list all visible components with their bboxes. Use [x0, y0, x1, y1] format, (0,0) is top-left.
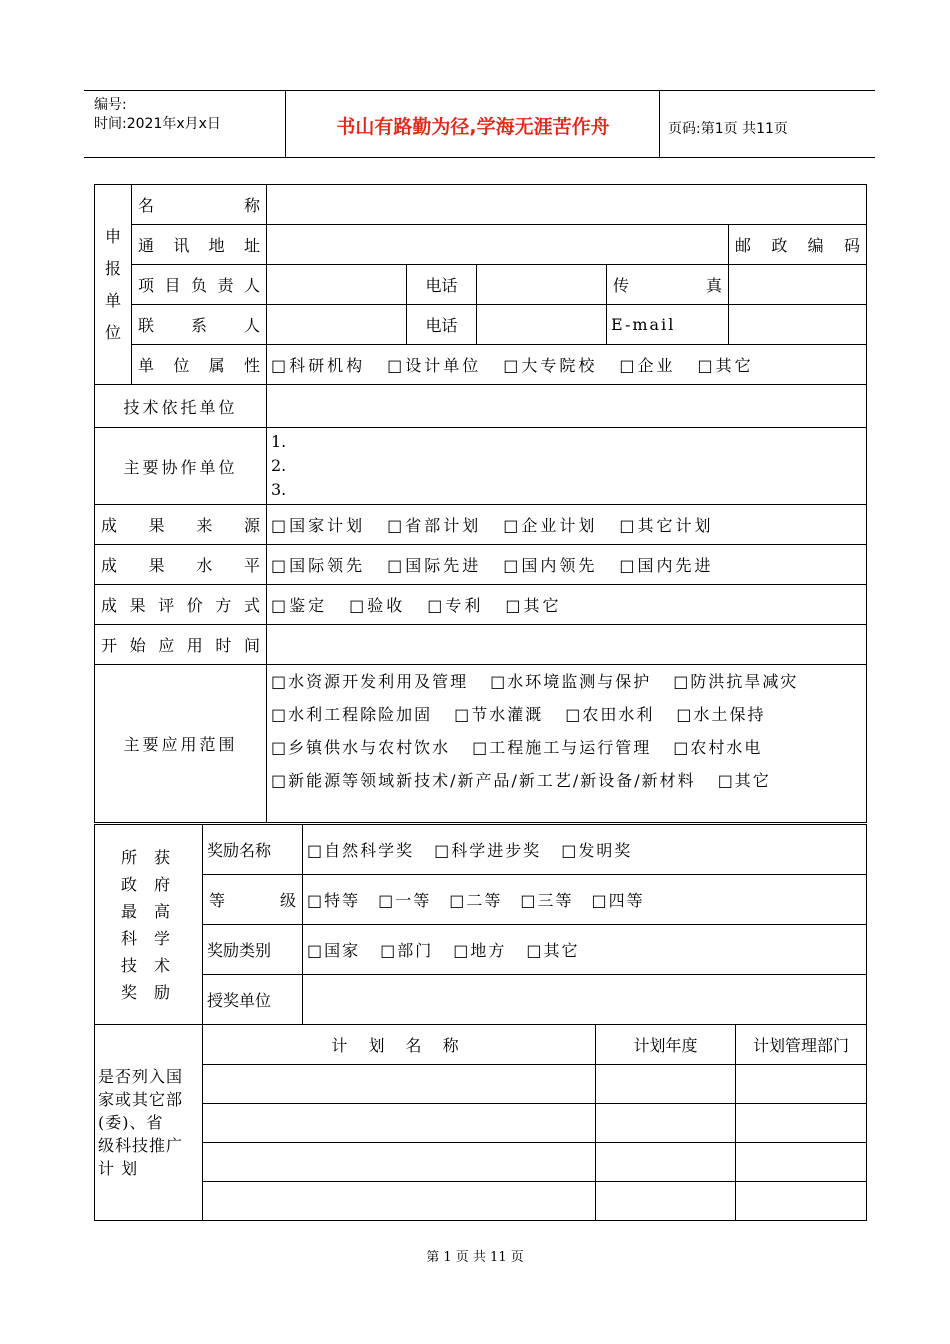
tech-support-field[interactable] — [267, 385, 867, 428]
application-form — [94, 184, 867, 823]
checkbox-second[interactable]: □二等 — [449, 891, 503, 910]
checkbox-domestic-advanced[interactable]: □国内先进 — [619, 556, 714, 575]
plan-year-cell[interactable] — [596, 1182, 736, 1221]
checkbox-design[interactable]: □设计单位 — [387, 356, 482, 375]
award-name-label: 奖励名称 — [203, 825, 303, 875]
checkbox-reinforcement[interactable]: □水利工程除险加固 — [271, 705, 433, 724]
source-label: 成 果 来 源 — [95, 505, 267, 545]
applicant-group-label: 申 报 单 位 — [95, 185, 132, 385]
source-options — [267, 505, 867, 545]
checkbox-domestic-leading[interactable]: □国内领先 — [503, 556, 598, 575]
checkbox-flood-control[interactable]: □防洪抗旱减灾 — [673, 672, 799, 691]
cooperator-item: 1. — [271, 432, 287, 451]
address-label: 通 讯 地 址 — [132, 225, 267, 265]
checkbox-eval-other[interactable]: □其它 — [505, 596, 562, 615]
contact-label: 联 系 人 — [132, 305, 267, 345]
unit-attr-label: 单 位 属 性 — [132, 345, 267, 385]
document-time-label: 时间:2021年x月x日 — [94, 116, 221, 132]
checkbox-research[interactable]: □科研机构 — [271, 356, 366, 375]
name-label: 名 称 — [132, 185, 267, 225]
leader-field[interactable] — [267, 265, 407, 305]
plan-year-cell[interactable] — [596, 1065, 736, 1104]
checkbox-scope-other[interactable]: □其它 — [717, 771, 771, 790]
checkbox-enterprise-plan[interactable]: □企业计划 — [503, 516, 598, 535]
email-label: E-mail — [607, 305, 729, 345]
header-bottom-rule — [84, 157, 875, 158]
evaluation-options — [267, 585, 867, 625]
plan-dept-cell[interactable] — [736, 1143, 867, 1182]
plan-dept-cell[interactable] — [736, 1104, 867, 1143]
checkbox-farmland[interactable]: □农田水利 — [565, 705, 655, 724]
checkbox-intl-leading[interactable]: □国际领先 — [271, 556, 366, 575]
checkbox-department[interactable]: □部门 — [380, 941, 434, 960]
award-group-label: 所 获 政 府 最 高 科 学 技 术 奖 励 — [95, 825, 203, 1025]
leader-label: 项 目 负 责 人 — [132, 265, 267, 305]
start-time-label: 开 始 应 用 时 间 — [95, 625, 267, 665]
plan-name-cell[interactable] — [203, 1143, 596, 1182]
award-grade-label: 等 级 — [203, 875, 303, 925]
cooperator-item: 2. — [271, 456, 287, 475]
plan-dept-cell[interactable] — [736, 1182, 867, 1221]
checkbox-water-resources[interactable]: □水资源开发利用及管理 — [271, 672, 469, 691]
fax-label: 传 真 — [607, 265, 729, 305]
checkbox-invention[interactable]: □发明奖 — [561, 841, 633, 860]
tech-support-label: 技术依托单位 — [95, 385, 267, 428]
scope-options — [267, 665, 867, 823]
plan-name-cell[interactable] — [203, 1104, 596, 1143]
start-time-field[interactable] — [267, 625, 867, 665]
award-name-options — [303, 825, 867, 875]
checkbox-special[interactable]: □特等 — [307, 891, 361, 910]
checkbox-appraisal[interactable]: □鉴定 — [271, 596, 328, 615]
plan-year-cell[interactable] — [596, 1143, 736, 1182]
award-type-options — [303, 925, 867, 975]
document-number-label: 编号: — [94, 97, 127, 113]
checkbox-ministry-plan[interactable]: □省部计划 — [387, 516, 482, 535]
checkbox-patent[interactable]: □专利 — [427, 596, 484, 615]
unit-attr-options — [267, 345, 867, 385]
checkbox-third[interactable]: □三等 — [520, 891, 574, 910]
header-motto: 书山有路勤为径,学海无涯苦作舟 — [336, 116, 610, 138]
checkbox-national[interactable]: □国家 — [307, 941, 361, 960]
checkbox-first[interactable]: □一等 — [378, 891, 432, 910]
plan-year-cell[interactable] — [596, 1104, 736, 1143]
cooperator-item: 3. — [271, 480, 287, 499]
header-divider-right — [659, 90, 660, 158]
checkbox-rural-water[interactable]: □乡镇供水与农村饮水 — [271, 738, 451, 757]
name-field[interactable] — [267, 185, 867, 225]
plan-year-header: 计划年度 — [596, 1025, 736, 1065]
checkbox-national-plan[interactable]: □国家计划 — [271, 516, 366, 535]
address-field[interactable] — [267, 225, 729, 265]
header-page-info: 页码:第1页 共11页 — [668, 121, 788, 137]
email-field[interactable] — [729, 305, 867, 345]
award-type-label: 奖励类别 — [203, 925, 303, 975]
checkbox-other-plan[interactable]: □其它计划 — [619, 516, 714, 535]
checkbox-rural-hydro[interactable]: □农村水电 — [673, 738, 763, 757]
contact-phone-field[interactable] — [477, 305, 607, 345]
checkbox-fourth[interactable]: □四等 — [591, 891, 645, 910]
checkbox-natural-science[interactable]: □自然科学奖 — [307, 841, 415, 860]
level-label: 成 果 水 平 — [95, 545, 267, 585]
header-top-rule — [84, 90, 875, 91]
plan-name-cell[interactable] — [203, 1182, 596, 1221]
level-options — [267, 545, 867, 585]
leader-phone-label: 电话 — [407, 265, 477, 305]
plan-name-header: 计 划 名 称 — [203, 1025, 596, 1065]
checkbox-enterprise[interactable]: □企业 — [619, 356, 676, 375]
award-unit-label: 授奖单位 — [203, 975, 303, 1025]
checkbox-intl-advanced[interactable]: □国际先进 — [387, 556, 482, 575]
plan-dept-cell[interactable] — [736, 1065, 867, 1104]
evaluation-label: 成 果 评 价 方 式 — [95, 585, 267, 625]
plan-group-label: 是否列入国 家或其它部 (委)、省 级科技推广 计 划 — [95, 1025, 203, 1221]
checkbox-local[interactable]: □地方 — [453, 941, 507, 960]
plan-name-cell[interactable] — [203, 1065, 596, 1104]
checkbox-water-environment[interactable]: □水环境监测与保护 — [490, 672, 652, 691]
checkbox-other[interactable]: □其它 — [697, 356, 754, 375]
header-meta — [94, 96, 221, 134]
award-unit-field[interactable] — [303, 975, 867, 1025]
cooperators-list[interactable] — [267, 428, 867, 505]
scope-label: 主要应用范围 — [95, 665, 267, 823]
leader-phone-field[interactable] — [477, 265, 607, 305]
checkbox-construction[interactable]: □工程施工与运行管理 — [472, 738, 652, 757]
checkbox-college[interactable]: □大专院校 — [503, 356, 598, 375]
award-plan-table — [94, 824, 867, 1221]
page-footer: 第 1 页 共 11 页 — [426, 1250, 524, 1265]
postcode-label: 邮 政 编 码 — [729, 225, 867, 265]
cooperators-label: 主要协作单位 — [95, 428, 267, 505]
contact-field[interactable] — [267, 305, 407, 345]
checkbox-soil-conservation[interactable]: □水土保持 — [676, 705, 766, 724]
checkbox-water-saving[interactable]: □节水灌溉 — [454, 705, 544, 724]
fax-field[interactable] — [729, 265, 867, 305]
checkbox-acceptance[interactable]: □验收 — [349, 596, 406, 615]
checkbox-sci-progress[interactable]: □科学进步奖 — [434, 841, 542, 860]
award-grade-options — [303, 875, 867, 925]
checkbox-type-other[interactable]: □其它 — [526, 941, 580, 960]
header-divider-left — [285, 90, 286, 158]
plan-dept-header: 计划管理部门 — [736, 1025, 867, 1065]
contact-phone-label: 电话 — [407, 305, 477, 345]
checkbox-new-tech[interactable]: □新能源等领域新技术/新产品/新工艺/新设备/新材料 — [271, 771, 696, 790]
